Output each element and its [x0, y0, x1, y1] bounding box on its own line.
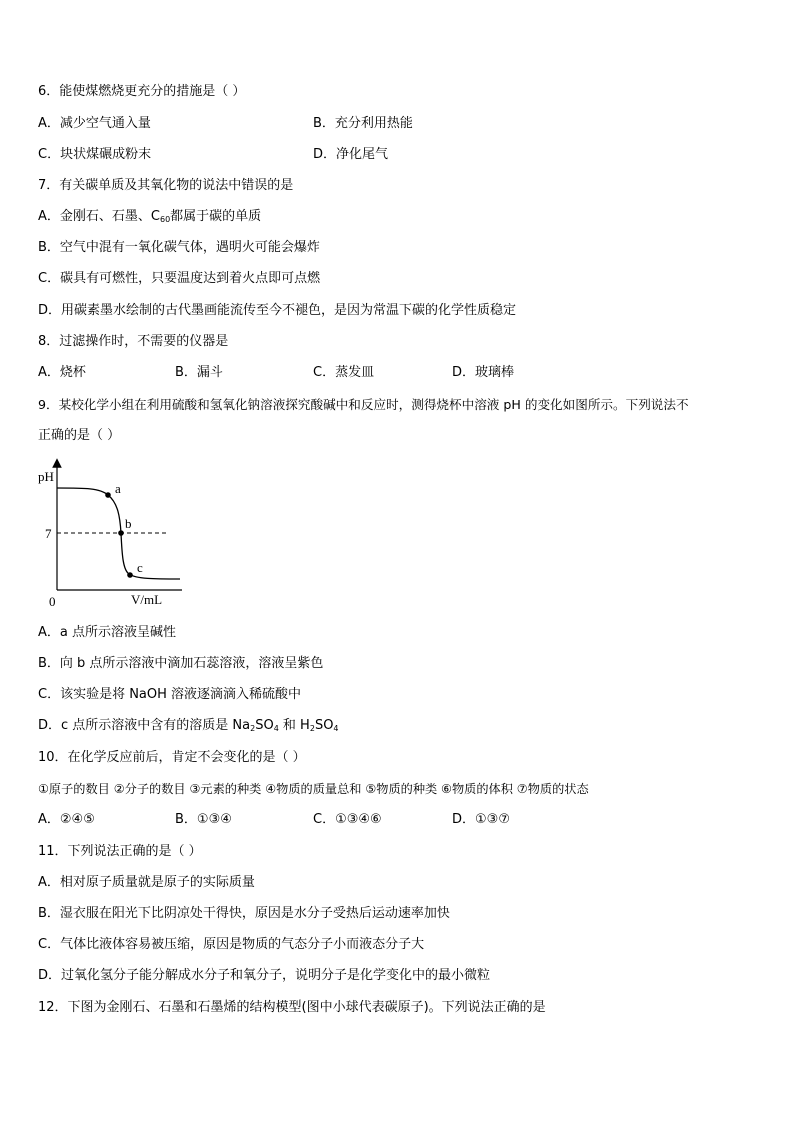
q10-option-a: A．②④⑤	[38, 812, 95, 827]
ph-titration-graph	[30, 455, 210, 615]
q9-option-b: B．向 b 点所示溶液中滴加石蕊溶液，溶液呈紫色	[38, 656, 324, 671]
q6-option-d: D．净化尾气	[313, 147, 389, 162]
q8-option-b: B．漏斗	[175, 365, 223, 380]
q6-option-c: C．块状煤碾成粉末	[38, 147, 152, 162]
q10-stem: 10．在化学反应前后，肯定不会变化的是（ ）	[38, 750, 306, 765]
q8-option-c: C．蒸发皿	[313, 365, 375, 380]
q10-items: ①原子的数目 ②分子的数目 ③元素的种类 ④物质的质量总和 ⑤物质的种类 ⑥物质的体积 ⑦物质的状态	[38, 782, 589, 796]
point-a-label: a	[115, 481, 121, 496]
q11-option-a: A．相对原子质量就是原子的实际质量	[38, 875, 255, 890]
q11-option-c: C．气体比液体容易被压缩，原因是物质的气态分子小而液态分子大	[38, 937, 425, 952]
q6-option-a: A．减少空气通入量	[38, 116, 151, 131]
q7-option-c: C．碳具有可燃性，只要温度达到着火点即可点燃	[38, 271, 321, 286]
q12-stem: 12．下图为金刚石、石墨和石墨烯的结构模型(图中小球代表碳原子)。下列说法正确的是	[38, 1000, 546, 1015]
q9-option-a: A．a 点所示溶液呈碱性	[38, 625, 176, 640]
q8-stem: 8．过滤操作时，不需要的仪器是	[38, 334, 229, 349]
q11-option-d: D．过氧化氢分子能分解成水分子和氧分子，说明分子是化学变化中的最小微粒	[38, 968, 491, 983]
y-axis-label: pH	[38, 469, 54, 484]
q6-option-b: B．充分利用热能	[313, 116, 413, 131]
q11-stem: 11．下列说法正确的是（ ）	[38, 844, 202, 859]
y-tick-7: 7	[45, 526, 52, 541]
q9-option-c: C．该实验是将 NaOH 溶液逐滴滴入稀硫酸中	[38, 687, 302, 702]
q9-option-d: D．c 点所示溶液中含有的溶质是 $Na_2SO_4$ 和 $H_2SO_4$	[38, 718, 339, 733]
point-b-marker	[118, 530, 124, 536]
q11-option-b: B．湿衣服在阳光下比阴凉处干得快，原因是水分子受热后运动速率加快	[38, 906, 450, 921]
q8-option-d: D．玻璃棒	[452, 365, 515, 380]
point-a-marker	[105, 492, 111, 498]
q9-stem-line2: 正确的是（ ）	[38, 428, 121, 443]
q7-option-a: A．金刚石、石墨、$C_{60}$都属于碳的单质	[38, 209, 262, 224]
q7-option-d: D．用碳素墨水绘制的古代墨画能流传至今不褪色，是因为常温下碳的化学性质稳定	[38, 303, 517, 318]
point-c-marker	[127, 572, 133, 578]
q6-stem: 6．能使煤燃烧更充分的措施是（ ）	[38, 84, 246, 99]
q8-option-a: A．烧杯	[38, 365, 86, 380]
point-b-label: b	[125, 516, 132, 531]
q10-option-b: B．①③④	[175, 812, 232, 827]
point-c-label: c	[137, 560, 143, 575]
q9-stem-line1: 9．某校化学小组在利用硫酸和氢氧化钠溶液探究酸碱中和反应时，测得烧杯中溶液 pH 的变化如图所示。下列说法不	[38, 397, 689, 412]
origin-label: 0	[49, 594, 56, 609]
x-axis-label: V/mL	[131, 592, 163, 607]
q10-option-d: D．①③⑦	[452, 812, 510, 827]
q7-stem: 7．有关碳单质及其氧化物的说法中错误的是	[38, 178, 294, 193]
q7-option-b: B．空气中混有一氧化碳气体，遇明火可能会爆炸	[38, 240, 320, 255]
q10-option-c: C．①③④⑥	[313, 812, 382, 827]
